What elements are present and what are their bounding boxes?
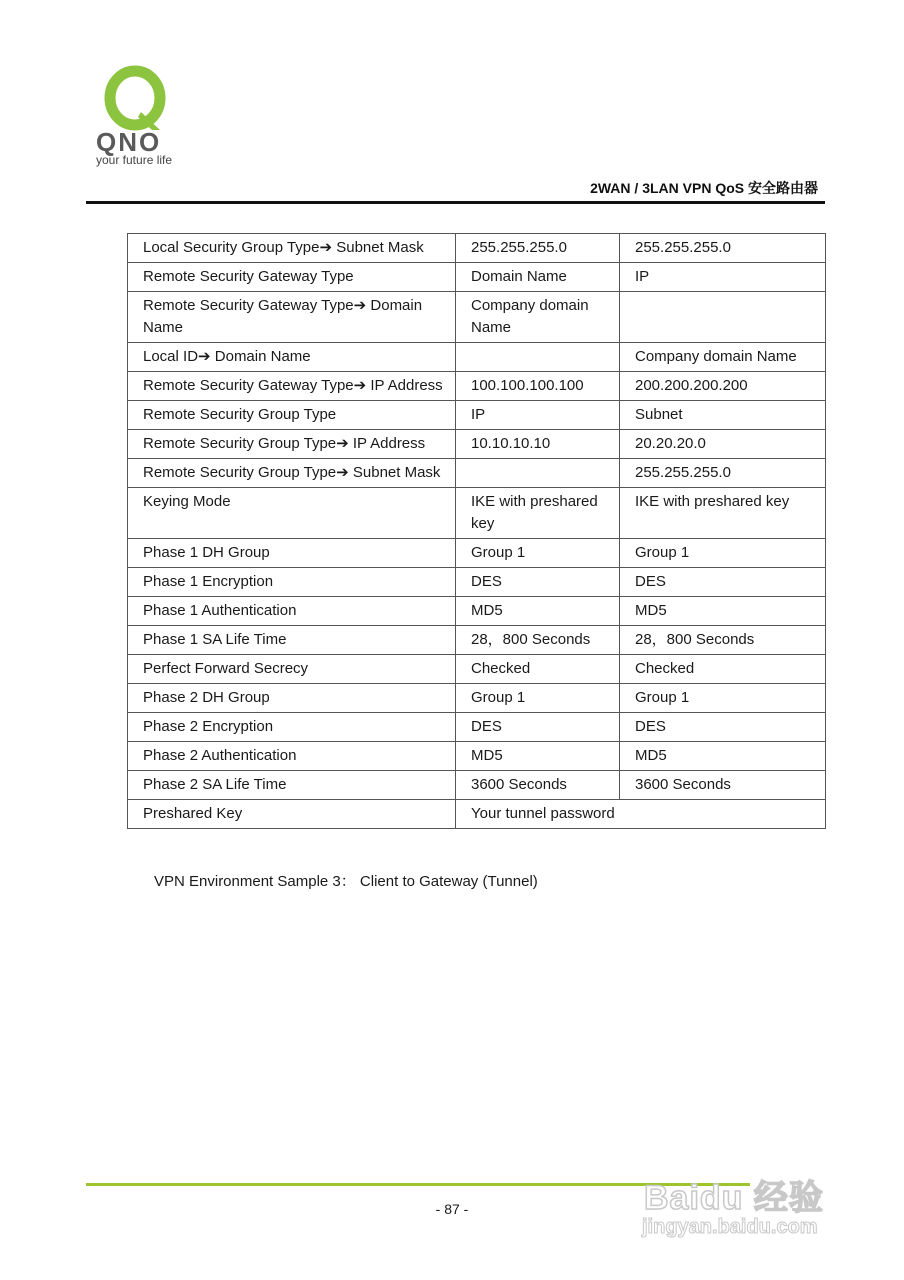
qno-wordmark: QNO (96, 127, 162, 157)
gateway-b-value (620, 292, 826, 343)
gateway-b-value: DES (620, 568, 826, 597)
gateway-a-value: IKE with preshared key (456, 488, 620, 539)
gateway-a-value: 3600 Seconds (456, 771, 620, 800)
gateway-b-value: 200.200.200.200 (620, 372, 826, 401)
gateway-a-value: 28，800 Seconds (456, 626, 620, 655)
gateway-a-value: DES (456, 713, 620, 742)
gateway-a-value: Group 1 (456, 684, 620, 713)
setting-label: Preshared Key (128, 800, 456, 829)
table-row (128, 626, 826, 655)
gateway-b-value: 28，800 Seconds (620, 626, 826, 655)
gateway-b-value: MD5 (620, 597, 826, 626)
header-divider (86, 201, 825, 204)
setting-label: Phase 2 Authentication (128, 742, 456, 771)
gateway-b-value: 255.255.255.0 (620, 459, 826, 488)
table-row (128, 742, 826, 771)
gateway-b-value: Checked (620, 655, 826, 684)
table-row (128, 292, 826, 343)
document-title: 2WAN / 3LAN VPN QoS 安全路由器 (590, 180, 818, 196)
table-row (128, 684, 826, 713)
gateway-b-value: Group 1 (620, 684, 826, 713)
setting-label: Remote Security Group Type (128, 401, 456, 430)
table-row (128, 655, 826, 684)
gateway-a-value: 10.10.10.10 (456, 430, 620, 459)
table-row (128, 771, 826, 800)
setting-label: Remote Security Group Type➔ Subnet Mask (128, 459, 456, 488)
setting-label: Phase 1 SA Life Time (128, 626, 456, 655)
table-row (128, 401, 826, 430)
baidu-watermark (630, 1140, 860, 1250)
setting-label: Perfect Forward Secrecy (128, 655, 456, 684)
logo-tagline: your future life (96, 153, 173, 167)
section-caption: VPN Environment Sample 3： Client to Gateway (Tunnel) (154, 873, 538, 890)
table-row (128, 234, 826, 263)
gateway-a-value: Group 1 (456, 539, 620, 568)
setting-label: Phase 2 DH Group (128, 684, 456, 713)
setting-label: Phase 2 SA Life Time (128, 771, 456, 800)
table-row (128, 263, 826, 292)
setting-label: Remote Security Group Type➔ IP Address (128, 430, 456, 459)
table-row (128, 539, 826, 568)
table-row (128, 713, 826, 742)
table-row (128, 488, 826, 539)
setting-label: Phase 2 Encryption (128, 713, 456, 742)
gateway-b-value: IKE with preshared key (620, 488, 826, 539)
table-row (128, 459, 826, 488)
setting-label: Phase 1 Encryption (128, 568, 456, 597)
watermark-url: jingyan.baidu.com (642, 1216, 818, 1238)
page-number: - 87 - (435, 1201, 469, 1217)
gateway-a-value: 255.255.255.0 (456, 234, 620, 263)
vpn-settings-table (127, 233, 826, 829)
table-row (128, 800, 826, 829)
table-row (128, 568, 826, 597)
gateway-a-value (456, 459, 620, 488)
setting-label: Remote Security Gateway Type (128, 263, 456, 292)
gateway-a-value: MD5 (456, 742, 620, 771)
setting-label: Local Security Group Type➔ Subnet Mask (128, 234, 456, 263)
watermark-brand: Baidu 经验 (644, 1179, 824, 1217)
setting-label: Keying Mode (128, 488, 456, 539)
table-row (128, 343, 826, 372)
setting-label: Local ID➔ Domain Name (128, 343, 456, 372)
gateway-a-value: Checked (456, 655, 620, 684)
gateway-b-value: Group 1 (620, 539, 826, 568)
table-row (128, 597, 826, 626)
gateway-b-value: MD5 (620, 742, 826, 771)
setting-label: Remote Security Gateway Type➔ IP Address (128, 372, 456, 401)
gateway-a-value: Company domain Name (456, 292, 620, 343)
setting-label: Phase 1 Authentication (128, 597, 456, 626)
gateway-a-value: MD5 (456, 597, 620, 626)
vpn-settings-table-body (128, 234, 826, 829)
preshared-key-value: Your tunnel password (456, 800, 826, 829)
gateway-b-value: 3600 Seconds (620, 771, 826, 800)
gateway-b-value: Company domain Name (620, 343, 826, 372)
gateway-b-value: Subnet (620, 401, 826, 430)
gateway-b-value: 20.20.20.0 (620, 430, 826, 459)
gateway-a-value: 100.100.100.100 (456, 372, 620, 401)
setting-label: Phase 1 DH Group (128, 539, 456, 568)
gateway-a-value (456, 343, 620, 372)
table-row (128, 372, 826, 401)
qno-q-mark (110, 71, 160, 130)
setting-label: Remote Security Gateway Type➔ Domain Name (128, 292, 456, 343)
gateway-a-value: DES (456, 568, 620, 597)
table-row (128, 430, 826, 459)
gateway-a-value: IP (456, 401, 620, 430)
gateway-b-value: IP (620, 263, 826, 292)
gateway-a-value: Domain Name (456, 263, 620, 292)
gateway-b-value: 255.255.255.0 (620, 234, 826, 263)
gateway-b-value: DES (620, 713, 826, 742)
